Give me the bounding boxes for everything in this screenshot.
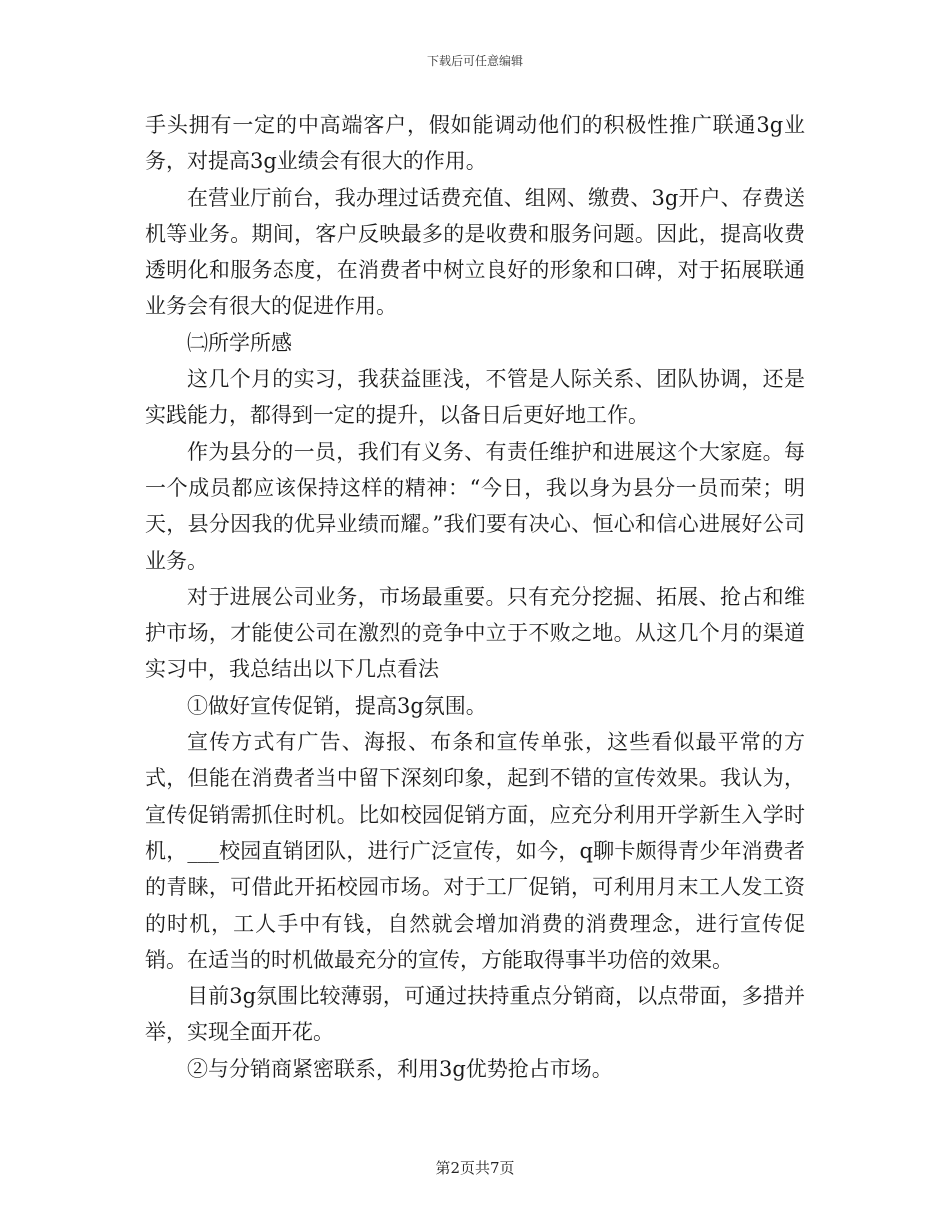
document-body <box>145 107 805 1087</box>
page-header: 下载后可任意编辑 <box>426 54 523 68</box>
paragraph: 作为县分的一员，我们有义务、有责任维护和进展这个大家庭。每一个成员都应该保持这样的精神：“今日，我以身为县分一员而荣；明天，县分因我的优异业绩而耀。”我们要有决心、恒心和信心进展好公司业务。 <box>145 439 805 573</box>
paragraph: 这几个月的实习，我获益匪浅，不管是人际关系、团队协调，还是实践能力，都得到一定的提升，以备日后更好地工作。 <box>145 367 805 428</box>
section-heading: ㈡所学所感 <box>187 330 292 355</box>
paragraph: 目前3g氛围比较薄弱，可通过扶持重点分销商，以点带面，多措并举，实现全面开花。 <box>145 984 805 1045</box>
paragraph: 手头拥有一定的中高端客户，假如能调动他们的积极性推广联通3g业务，对提高3g业绩会有很大的作用。 <box>145 113 805 174</box>
list-item: ①做好宣传促销，提高3g氛围。 <box>187 693 487 718</box>
paragraph: 在营业厅前台，我办理过话费充值、组网、缴费、3g开户、存费送机等业务。期间，客户反映最多的是收费和服务问题。因此，提高收费透明化和服务态度，在消费者中树立良好的形象和口碑，对于拓展联通业务会有很大的促进作用。 <box>145 185 805 319</box>
paragraph: 宣传方式有广告、海报、布条和宣传单张，这些看似最平常的方式，但能在消费者当中留下深刻印象，起到不错的宣传效果。我认为，宣传促销需抓住时机。比如校园促销方面，应充分利用开学新生入学时机，___校园直销团队，进行广泛宣传，如今，q聊卡颇得青少年消费者的青睐，可借此开拓校园市场。对于工厂促销，可利用月末工人发工资的时机，工人手中有钱，自然就会增加消费的消费理念，进行宣传促销。在适当的时机做最充分的宣传，方能取得事半功倍的效果。 <box>145 730 805 972</box>
list-item: ②与分销商紧密联系，利用3g优势抢占市场。 <box>187 1056 613 1081</box>
paragraph: 对于进展公司业务，市场最重要。只有充分挖掘、拓展、抢占和维护市场，才能使公司在激烈的竞争中立于不败之地。从这几个月的渠道实习中，我总结出以下几点看法 <box>145 584 805 682</box>
page-number: 第2页共7页 <box>435 1159 515 1177</box>
